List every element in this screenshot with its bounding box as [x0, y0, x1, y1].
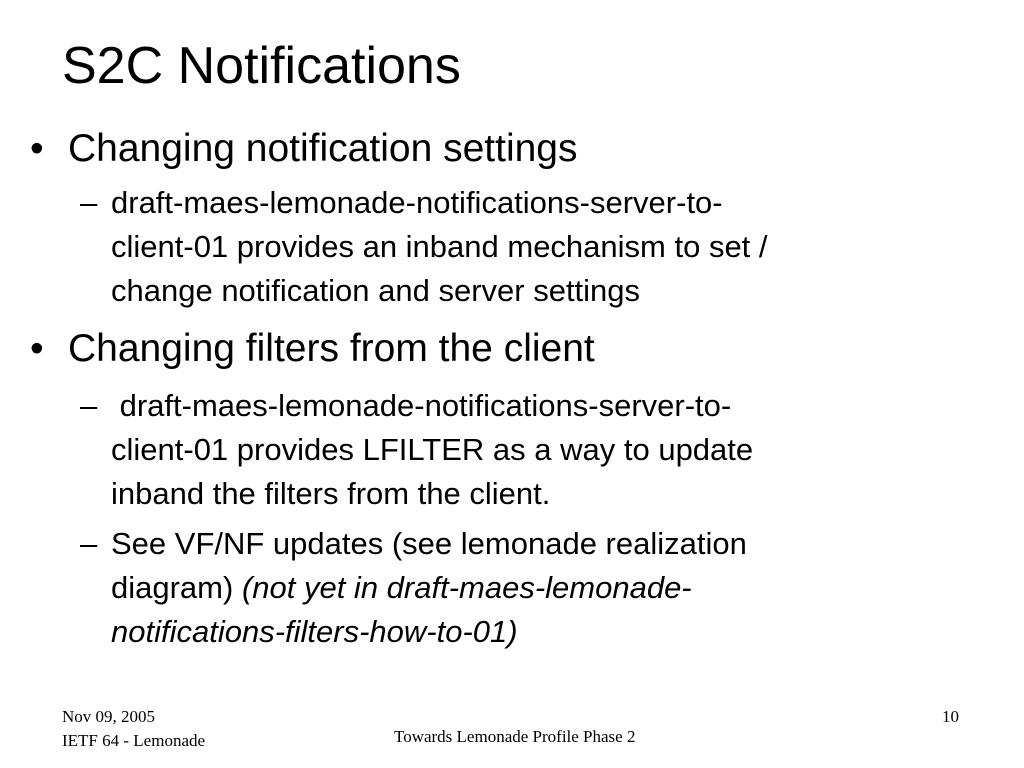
sub-bullet-line: draft-maes-lemonade-notifications-server-to- — [111, 185, 723, 220]
sub-bullet-line: draft-maes-lemonade-notifications-server-to- — [111, 388, 732, 423]
sub-bullet-italic-note: (not yet in draft-maes-lemonade- — [241, 570, 692, 605]
bullet-mark: • — [30, 327, 44, 370]
sub-bullet-line: inband the filters from the client. — [111, 476, 551, 511]
footer-event: IETF 64 - Lemonade — [62, 731, 206, 750]
sub-bullet-mark: – — [80, 388, 98, 423]
sub-bullet-normal-text: diagram) — [111, 570, 242, 605]
sub-bullet-line — [111, 566, 991, 610]
slide-title: S2C Notifications — [62, 37, 461, 95]
bullet-text: Changing filters from the client — [68, 327, 595, 370]
footer-date: Nov 09, 2005 — [62, 707, 156, 726]
sub-bullet-line: See VF/NF updates (see lemonade realization — [111, 526, 747, 561]
sub-bullet-line: change notification and server settings — [111, 273, 641, 308]
bullet-text: Changing notification settings — [68, 127, 578, 170]
sub-bullet-mark: – — [80, 185, 98, 220]
sub-bullet-mark: – — [80, 526, 98, 561]
sub-bullet-line: client-01 provides LFILTER as a way to update — [111, 432, 754, 467]
sub-bullet-text — [111, 384, 991, 516]
footer-page-number: 10 — [942, 707, 959, 726]
sub-bullet-text — [111, 181, 991, 313]
sub-bullet-text — [111, 522, 991, 654]
footer-presentation-title: Towards Lemonade Profile Phase 2 — [394, 727, 636, 746]
bullet-mark: • — [30, 127, 44, 170]
sub-bullet-line: client-01 provides an inband mechanism to set / — [111, 229, 768, 264]
sub-bullet-italic-note: notifications-filters-how-to-01) — [111, 614, 518, 649]
